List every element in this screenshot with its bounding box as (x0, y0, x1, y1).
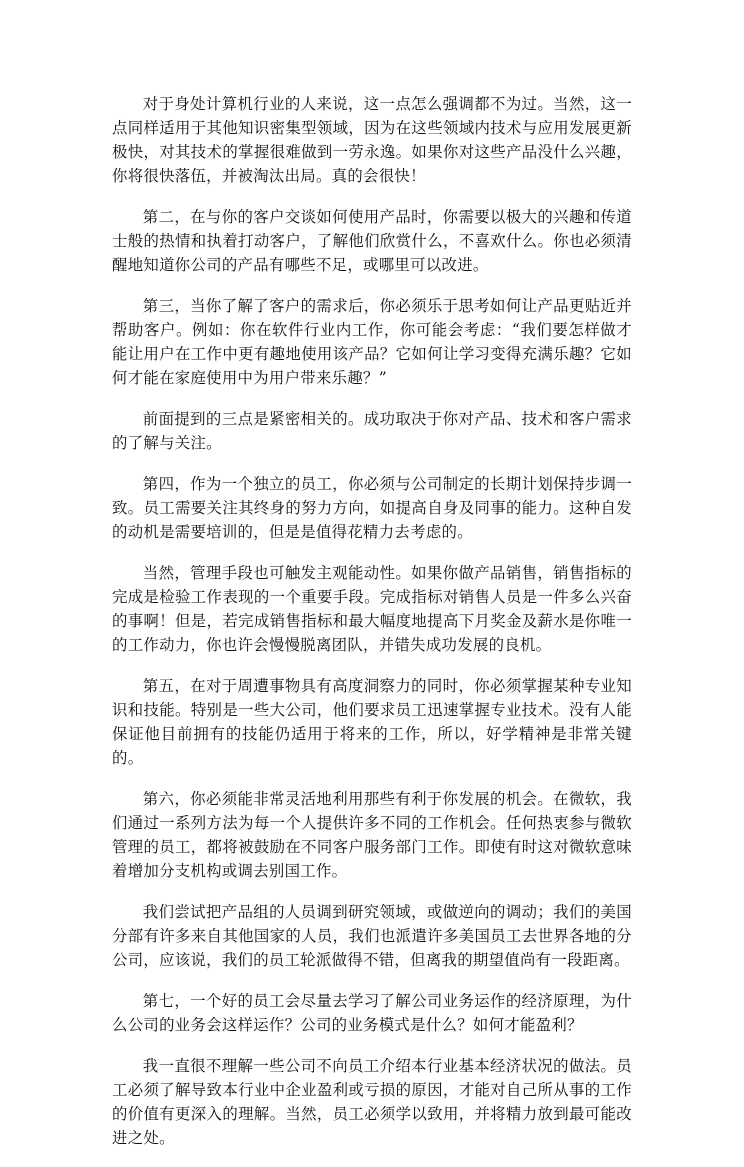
document-body (112, 92, 632, 1167)
paragraph-11: 我一直很不理解一些公司不向员工介绍本行业基本经济状况的做法。员工必须了解导致本行业中企业盈利或亏损的原因，才能对自己所从事的工作的价值有更深入的理解。当然，员工必须学以致用，并将精力放到最可能改进之处。 (112, 1057, 632, 1147)
paragraph-10: 第七，一个好的员工会尽量去学习了解公司业务运作的经济原理，为什么公司的业务会这样运作？公司的业务模式是什么？如何才能盈利？ (112, 992, 632, 1034)
paragraph-4: 前面提到的三点是紧密相关的。成功取决于你对产品、技术和客户需求的了解与关注。 (112, 410, 632, 452)
paragraph-5: 第四，作为一个独立的员工，你必须与公司制定的长期计划保持步调一致。员工需要关注其终身的努力方向，如提高自身及同事的能力。这种自发的动机是需要培训的，但是是值得花精力去考虑的。 (112, 475, 632, 541)
paragraph-1: 对于身处计算机行业的人来说，这一点怎么强调都不为过。当然，这一点同样适用于其他知识密集型领域，因为在这些领域内技术与应用发展更新极快，对其技术的掌握很难做到一劳永逸。如果你对这些产品没什么兴趣，你将很快落伍，并被淘汰出局。真的会很快！ (112, 95, 632, 185)
paragraph-8: 第六，你必须能非常灵活地利用那些有利于你发展的机会。在微软，我们通过一系列方法为每一个人提供许多不同的工作机会。任何热衷参与微软管理的员工，都将被鼓励在不同客户服务部门工作。即使有时这对微软意味着增加分支机构或调去别国工作。 (112, 790, 632, 880)
paragraph-9: 我们尝试把产品组的人员调到研究领域，或做逆向的调动；我们的美国分部有许多来自其他国家的人员，我们也派遣许多美国员工去世界各地的分公司，应该说，我们的员工轮派做得不错，但离我的期望值尚有一段距离。 (112, 903, 632, 969)
paragraph-7: 第五，在对于周遭事物具有高度洞察力的同时，你必须掌握某种专业知识和技能。特别是一些大公司，他们要求员工迅速掌握专业技术。没有人能保证他目前拥有的技能仍适用于将来的工作，所以，好学精神是非常关键的。 (112, 677, 632, 767)
paragraph-6: 当然，管理手段也可触发主观能动性。如果你做产品销售，销售指标的完成是检验工作表现的一个重要手段。完成指标对销售人员是一件多么兴奋的事啊！但是，若完成销售指标和最大幅度地提高下月奖金及薪水是你唯一的工作动力，你也许会慢慢脱离团队，并错失成功发展的良机。 (112, 564, 632, 654)
paragraph-3: 第三，当你了解了客户的需求后，你必须乐于思考如何让产品更贴近并帮助客户。例如：你在软件行业内工作，你可能会考虑：“我们要怎样做才能让用户在工作中更有趣地使用该产品？它如何让学习变得充满乐趣？它如何才能在家庭使用中为用户带来乐趣？” (112, 297, 632, 387)
paragraph-2: 第二，在与你的客户交谈如何使用产品时，你需要以极大的兴趣和传道士般的热情和执着打动客户，了解他们欣赏什么，不喜欢什么。你也必须清醒地知道你公司的产品有哪些不足，或哪里可以改进。 (112, 208, 632, 274)
